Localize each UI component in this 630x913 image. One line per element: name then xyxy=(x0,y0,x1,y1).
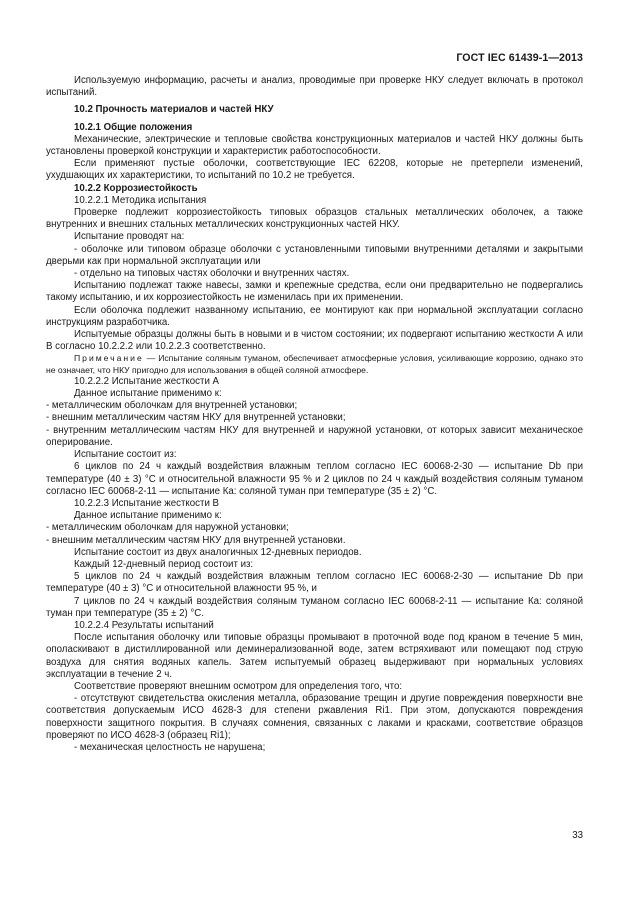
note xyxy=(46,353,583,375)
standard-header: ГОСТ IEC 61439-1—2013 xyxy=(456,52,583,64)
list-item: - металлическим оболочкам для наружной установки; xyxy=(46,522,289,534)
paragraph: Используемую информацию, расчеты и анализ, проводимые при проверке НКУ следует включать в протокол испытаний. xyxy=(46,75,583,99)
note-label: Примечание xyxy=(74,353,144,364)
list-item: - внутренним металлическим частям НКУ для внутренней и наружной установки, от которых зависит механическое оперирование. xyxy=(46,424,583,448)
paragraph: 7 циклов по 24 ч каждый воздействия соляным туманом согласно IEC 60068-2-11 — испытание Ка: соляной туман при температуре (35 ± 2) °С. xyxy=(46,595,583,619)
paragraph: Механические, электрические и тепловые свойства конструкционных материалов и частей НКУ должны быть установлены проверкой конструкции и характеристик работоспособности. xyxy=(46,133,583,158)
list-item: - внешним металлическим частям НКУ для внутренней установки; xyxy=(46,412,346,424)
clause-heading: 10.2.2.4 Результаты испытаний xyxy=(74,619,214,631)
clause-heading: 10.2.2.2 Испытание жесткости А xyxy=(74,375,220,387)
paragraph: Данное испытание применимо к: xyxy=(74,510,222,522)
clause-heading: 10.2.2.1 Методика испытания xyxy=(74,194,207,206)
paragraph: Проверке подлежит коррозиестойкость типовых образцов стальных металлических оболочек, а также внутренних и внешних стальных металлических конструкционных частей НКУ. xyxy=(46,207,583,231)
paragraph: Данное испытание применимо к: xyxy=(74,388,222,400)
list-item: - оболочке или типовом образце оболочки с установленными типовыми внутренними деталями и закрытыми дверьми как при нормальной эксплуатации или xyxy=(46,243,583,267)
subsection-heading: 10.2.2 Коррозиестойкость xyxy=(74,182,198,194)
list-item: - металлическим оболочкам для внутренней установки; xyxy=(46,400,298,412)
paragraph: 5 циклов по 24 ч каждый воздействия влажным теплом согласно IEC 60068-2-30 — испытание Db при температуре (40 ± 3) °С и относительной влажности 95 %, и xyxy=(46,571,583,595)
paragraph: После испытания оболочку или типовые образцы промывают в проточной воде под краном в течение 5 мин, ополаскивают в дистиллированной или деминерализованной воде, затем встряхивают или помещают под струю воздуха для снятия водяных капель. Затем испытуемый образец выдерживают при нормальных условиях эксплуатации в течение 2 ч. xyxy=(46,632,583,680)
paragraph: Испытание проводят на: xyxy=(74,231,185,243)
paragraph: Испытание состоит из: xyxy=(74,449,177,461)
page-content xyxy=(46,75,583,754)
list-item: - механическая целостность не нарушена; xyxy=(74,741,266,753)
paragraph: Если применяют пустые оболочки, соответствующие IEC 62208, которые не претерпели изменений, ухудшающих их характеристики, то испытаний по 10.2 не требуется. xyxy=(46,158,583,182)
paragraph: 6 циклов по 24 ч каждый воздействия влажным теплом согласно IEC 60068-2-30 — испытание Db при температуре (40 ± 3) °С и относительной влажности 95 % и 2 циклов по 24 ч каждый воздействия соляным туманом согласно IEC 60068-2-11 — испытание Ка: соляной туман при температуре (35 ± 2) °С. xyxy=(46,461,583,497)
paragraph: Испытанию подлежат также навесы, замки и крепежные средства, если они предварительно не подвергались такому испытанию, и их коррозиестойкость не изменилась при их применении. xyxy=(46,280,583,304)
paragraph: Каждый 12-дневный период состоит из: xyxy=(74,558,254,570)
list-item: - внешним металлическим частям НКУ для внутренней установки. xyxy=(46,534,346,546)
paragraph: Испытание состоит из двух аналогичных 12-дневных периодов. xyxy=(74,546,362,558)
paragraph: Если оболочка подлежит названному испытанию, ее монтируют как при нормальной эксплуатации согласно инструкциям разработчика. xyxy=(46,304,583,328)
note-text: — Испытание соляным туманом, обеспечивает атмосферные условия, усиливающие коррозию, однако это не означает, что НКУ пригодно для использования в общей соляной атмосфере. xyxy=(46,353,583,375)
clause-heading: 10.2.2.3 Испытание жесткости В xyxy=(74,497,220,509)
subsection-heading: 10.2.1 Общие положения xyxy=(74,121,193,133)
page-number: 33 xyxy=(572,830,583,841)
paragraph: Соответствие проверяют внешним осмотром для определения того, что: xyxy=(74,680,403,692)
section-heading: 10.2 Прочность материалов и частей НКУ xyxy=(74,104,274,116)
list-item: - отдельно на типовых частях оболочки и внутренних частях. xyxy=(74,268,350,280)
paragraph: Испытуемые образцы должны быть в новыми и в чистом состоянии; их подвергают испытанию жесткости А или В согласно 10.2.2.2 или 10.2.2.3 соответственно. xyxy=(46,329,583,353)
list-item: - отсутствуют свидетельства окисления металла, образование трещин и другие повреждения поверхности вне соответствия допускаемым ИСО 4628-3 для степени ржавления Ri1. При этом, допускаются повреждения поверхности защитного покрытия. В случаях сомнения, связанных с лаками и красками, соответствие образцов проверяют по ИСО 4628-3 (образец Ri1); xyxy=(46,693,583,741)
